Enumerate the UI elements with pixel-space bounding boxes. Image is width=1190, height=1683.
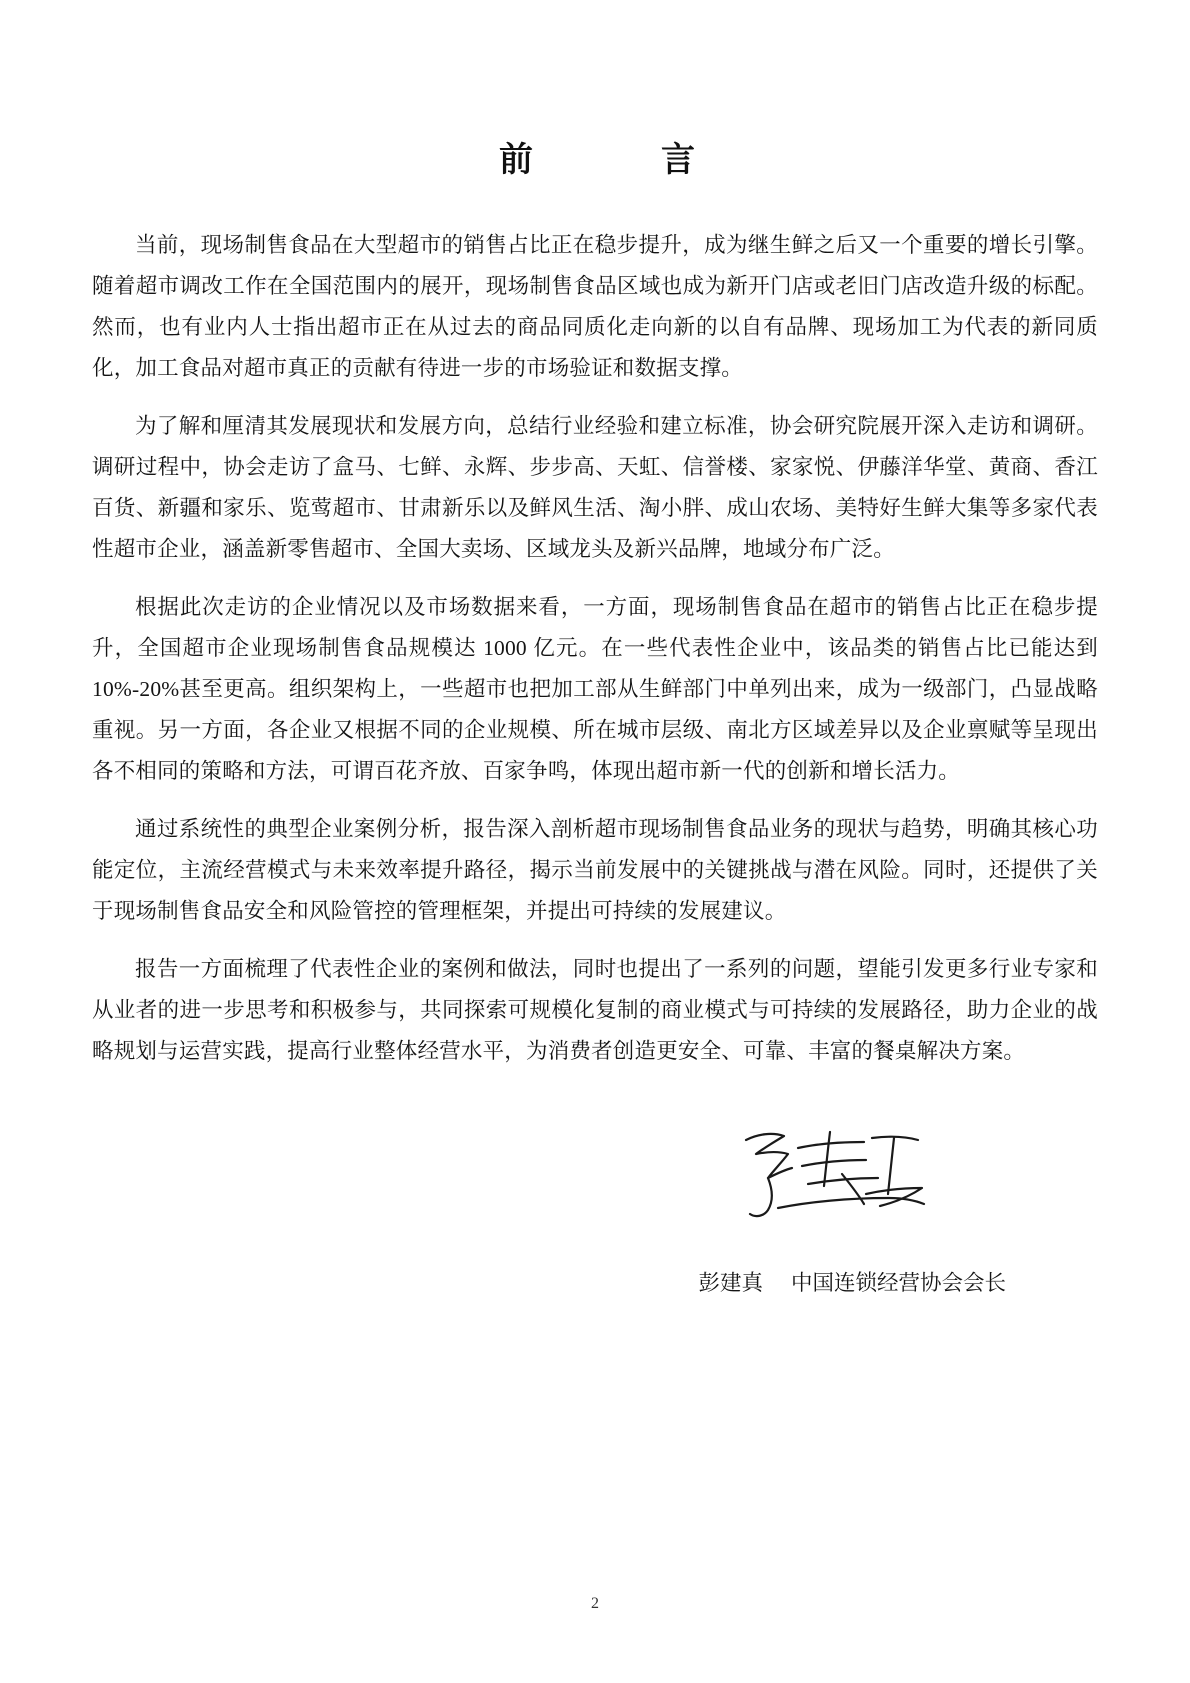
paragraph-1: 当前，现场制售食品在大型超市的销售占比正在稳步提升，成为继生鲜之后又一个重要的增长引擎。随着超市调改工作在全国范围内的展开，现场制售食品区域也成为新开门店或老旧门店改造升级的标配。然而，也有业内人士指出超市正在从过去的商品同质化走向新的以自有品牌、现场加工为代表的新同质化，加工食品对超市真正的贡献有待进一步的市场验证和数据支撑。 [92,233,1098,380]
signature-name: 彭建真 [698,1271,763,1295]
paragraph-4: 通过系统性的典型企业案例分析，报告深入剖析超市现场制售食品业务的现状与趋势，明确其核心功能定位，主流经营模式与未来效率提升路径，揭示当前发展中的关键挑战与潜在风险。同时，还提供了关于现场制售食品安全和风险管控的管理框架，并提出可持续的发展建议。 [92,817,1098,923]
paragraph-2: 为了解和厘清其发展现状和发展方向，总结行业经验和建立标准，协会研究院展开深入走访和调研。调研过程中，协会走访了盒马、七鲜、永辉、步步高、天虹、信誉楼、家家悦、伊藤洋华堂、黄商、香江百货、新疆和家乐、览莺超市、甘肃新乐以及鲜风生活、淘小胖、成山农场、美特好生鲜大集等多家代表性超市企业，涵盖新零售超市、全国大卖场、区域龙头及新兴品牌，地域分布广泛。 [92,414,1098,561]
signature-block [92,1118,1098,1318]
paragraph-3: 根据此次走访的企业情况以及市场数据来看，一方面，现场制售食品在超市的销售占比正在稳步提升，全国超市企业现场制售食品规模达 1000 亿元。在一些代表性企业中，该品类的销售占比已能达到 10%-20%甚至更高。组织架构上，一些超市也把加工部从生鲜部门中单列出来，成为一级部门，凸显战略重视。另一方面，各企业又根据不同的企业规模、所在城市层级、南北方区域差异以及企业禀赋等呈现出各不相同的策略和方法，可谓百花齐放、百家争鸣，体现出超市新一代的创新和增长活力。 [92,595,1098,783]
page-number: 2 [591,1595,599,1612]
signature-title: 中国连锁经营协会会长 [790,1271,1006,1295]
paragraph-5: 报告一方面梳理了代表性企业的案例和做法，同时也提出了一系列的问题，望能引发更多行业专家和从业者的进一步思考和积极参与，共同探索可规模化复制的商业模式与可持续的发展路径，助力企业的战略规划与运营实践，提高行业整体经营水平，为消费者创造更安全、可靠、丰富的餐桌解决方案。 [92,957,1098,1063]
page-title: 前 言 [499,142,715,179]
signature-text [698,1266,1006,1297]
handwritten-signature-icon [738,1118,928,1228]
document-body [0,225,1190,1318]
